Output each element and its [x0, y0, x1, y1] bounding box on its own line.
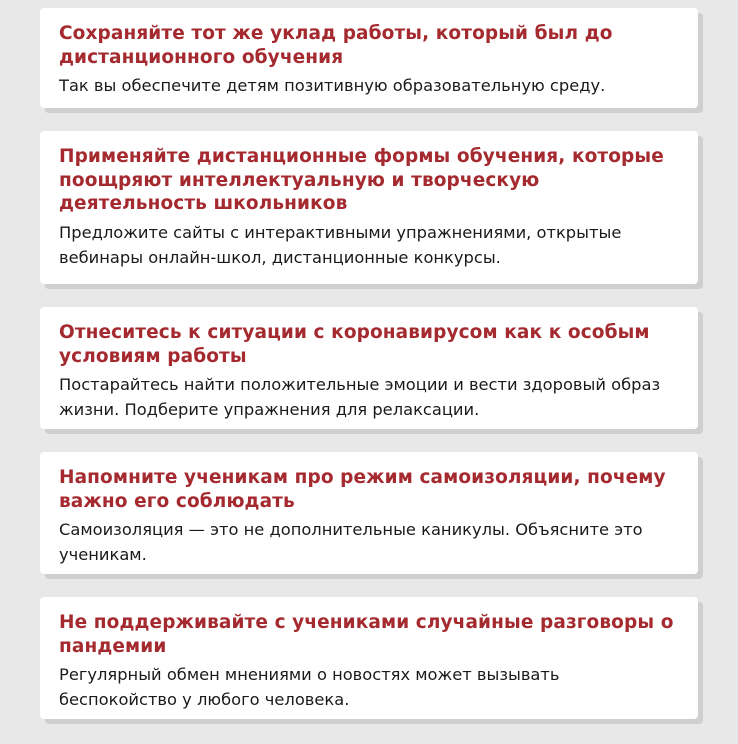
tip-card	[40, 131, 698, 284]
tip-card	[40, 597, 698, 719]
tip-card	[40, 8, 698, 108]
tip-text: Самоизоляция — это не дополнительные каникулы. Объясните это ученикам.	[59, 520, 643, 564]
tip-title: Отнеситесь к ситуации с коронавирусом как к особым условиям работы	[59, 322, 650, 367]
tip-text: Так вы обеспечите детям позитивную образовательную среду.	[59, 76, 606, 95]
tip-card	[40, 307, 698, 429]
tip-title: Не поддерживайте с учениками случайные разговоры о пандемии	[59, 612, 674, 657]
tip-text: Постарайтесь найти положительные эмоции и вести здоровый образ жизни. Подберите упражнения для релаксации.	[59, 375, 661, 419]
tips-list	[40, 8, 698, 742]
tip-text: Предложите сайты с интерактивными упражнениями, открытые вебинары онлайн-школ, дистанционные конкурсы.	[59, 222, 622, 267]
tip-title: Сохраняйте тот же уклад работы, который был до дистанционного обучения	[59, 23, 613, 68]
tip-text: Регулярный обмен мнениями о новостях может вызывать беспокойство у любого человека.	[59, 665, 560, 709]
tip-title: Напомните ученикам про режим самоизоляции, почему важно его соблюдать	[59, 467, 666, 512]
tip-title: Применяйте дистанционные формы обучения, которые поощряют интеллектуальную и творческую деятельность школьников	[59, 146, 664, 214]
tip-card	[40, 452, 698, 574]
